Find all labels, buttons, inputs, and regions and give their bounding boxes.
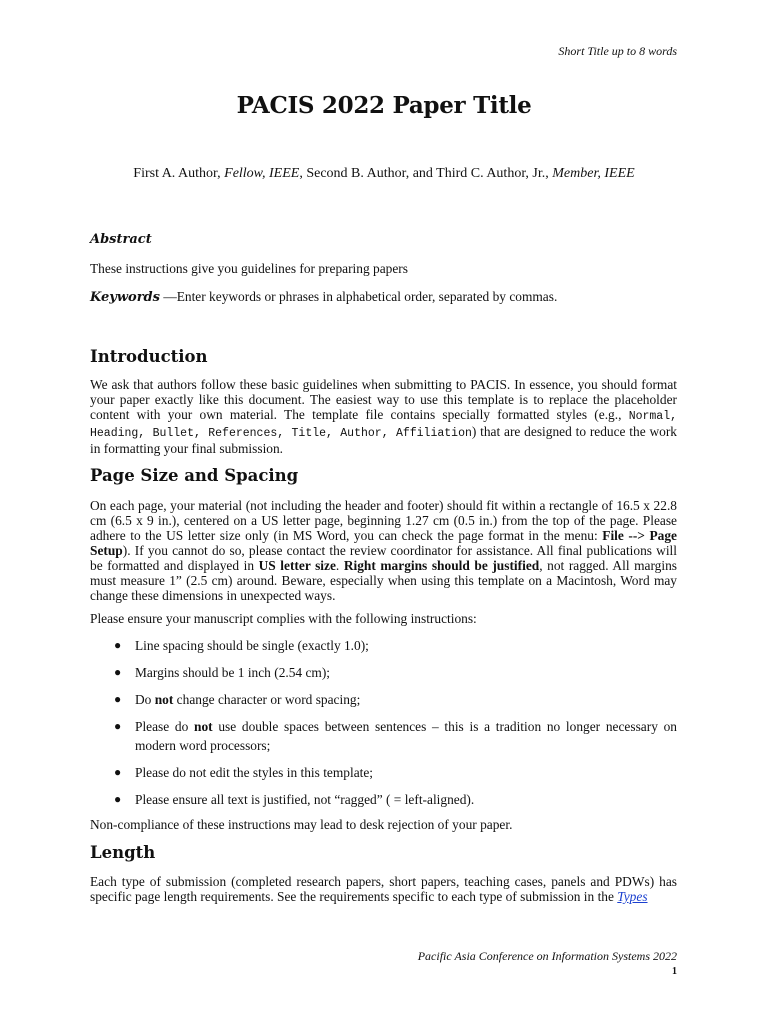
instructions-intro: Please ensure your manuscript complies with the following instructions: bbox=[90, 611, 477, 626]
list-item bbox=[114, 636, 677, 655]
list-item-emphasis: not bbox=[154, 692, 174, 707]
bullet-icon: ● bbox=[114, 638, 122, 652]
page-size-text-a: On each page, your material (not including the header and footer) should fit within a rectangle of 16.5 x 22.8 cm (6.5 x 9 in.), centered on a US letter page, beginning 1.27 cm (0.5 in.) from the top of the page. Please adhere to the US letter size only (in MS Word, you can check the page format in the menu: bbox=[90, 498, 677, 543]
us-letter-emphasis: US letter size bbox=[258, 558, 336, 573]
justified-emphasis: Right margins should be justified bbox=[343, 558, 540, 573]
introduction-text-start: We ask that authors follow these basic guidelines when submitting to PACIS. In essence, you should format your paper exactly like this document. The easiest way to use this template is to replace the placeholder content with your own material. The template file contains specially formatted styles (e.g., bbox=[90, 377, 677, 422]
list-item-text-b: use double spaces between sentences – this is a tradition no longer necessary on modern word processors; bbox=[135, 719, 677, 753]
style-names-code: Normal, Heading, Bullet, References, Title, Author, Affiliation bbox=[90, 410, 677, 440]
bullet-icon: ● bbox=[114, 665, 122, 679]
page-size-text-b: ). If you cannot do so, please contact the review coordinator for assistance. All final publications will be formatted and displayed in bbox=[90, 543, 677, 573]
bullet-icon: ● bbox=[114, 792, 122, 806]
page-size-heading: Page Size and Spacing bbox=[90, 466, 299, 485]
list-item bbox=[114, 690, 677, 709]
instructions-list bbox=[90, 636, 677, 809]
page-size-text-c: . bbox=[335, 558, 344, 573]
page-size-paragraph bbox=[90, 498, 677, 603]
list-item bbox=[114, 717, 677, 755]
abstract-text: These instructions give you guidelines for preparing papers bbox=[90, 261, 408, 276]
keywords-text: —Enter keywords or phrases in alphabetical order, separated by commas. bbox=[159, 289, 558, 304]
list-item-text: Please do not edit the styles in this template; bbox=[135, 765, 374, 780]
list-item-text: Please ensure all text is justified, not “ragged” ( = left-aligned). bbox=[135, 792, 475, 807]
page-number: 1 bbox=[672, 966, 677, 977]
bullet-icon: ● bbox=[114, 765, 122, 779]
list-item bbox=[114, 790, 677, 809]
abstract-heading: Abstract bbox=[90, 232, 152, 247]
list-item bbox=[114, 663, 677, 682]
introduction-heading: Introduction bbox=[90, 347, 208, 366]
author-line bbox=[0, 166, 768, 182]
paper-title: PACIS 2022 Paper Title bbox=[236, 92, 532, 119]
list-item bbox=[114, 763, 677, 782]
authors-middle: , Second B. Author, and Third C. Author, Jr., bbox=[299, 166, 553, 181]
list-item-text-b: change character or word spacing; bbox=[173, 692, 361, 707]
menu-path: File --> Page Setup bbox=[90, 528, 677, 558]
footer-conference: Pacific Asia Conference on Information Systems 2022 bbox=[417, 949, 677, 963]
list-item-text-a: Do bbox=[135, 692, 155, 707]
length-heading: Length bbox=[90, 843, 156, 862]
list-item-text: Line spacing should be single (exactly 1.0); bbox=[135, 638, 369, 653]
length-paragraph bbox=[90, 874, 677, 904]
author-1: First A. Author, bbox=[133, 166, 225, 181]
page-body bbox=[90, 232, 677, 904]
non-compliance-note: Non-compliance of these instructions may lead to desk rejection of your paper. bbox=[90, 817, 513, 832]
author-3-role: Member, IEEE bbox=[552, 166, 635, 181]
introduction-text bbox=[90, 377, 677, 456]
keywords-label: Keywords bbox=[90, 290, 160, 305]
length-text: Each type of submission (completed research papers, short papers, teaching cases, panels and PDWs) has specific page length requirements. See the requirements specific to each type of submission in the bbox=[90, 874, 677, 904]
bullet-icon: ● bbox=[114, 719, 122, 733]
page-size-text-d: , not ragged. All margins must measure 1” (2.5 cm) around. Beware, especially when using this template on a Macintosh, Word may change these dimensions in unexpected ways. bbox=[90, 558, 678, 603]
types-link[interactable]: Types bbox=[617, 889, 648, 904]
running-header: Short Title up to 8 words bbox=[558, 44, 677, 58]
author-1-role: Fellow, IEEE bbox=[224, 166, 300, 181]
list-item-text: Margins should be 1 inch (2.54 cm); bbox=[135, 665, 331, 680]
bullet-icon: ● bbox=[114, 692, 122, 706]
list-item-text-a: Please do bbox=[135, 719, 195, 734]
list-item-emphasis: not bbox=[194, 719, 213, 734]
keywords-paragraph bbox=[90, 289, 677, 305]
introduction-text-end: ) that are designed to reduce the work in formatting your final submission. bbox=[90, 424, 677, 456]
